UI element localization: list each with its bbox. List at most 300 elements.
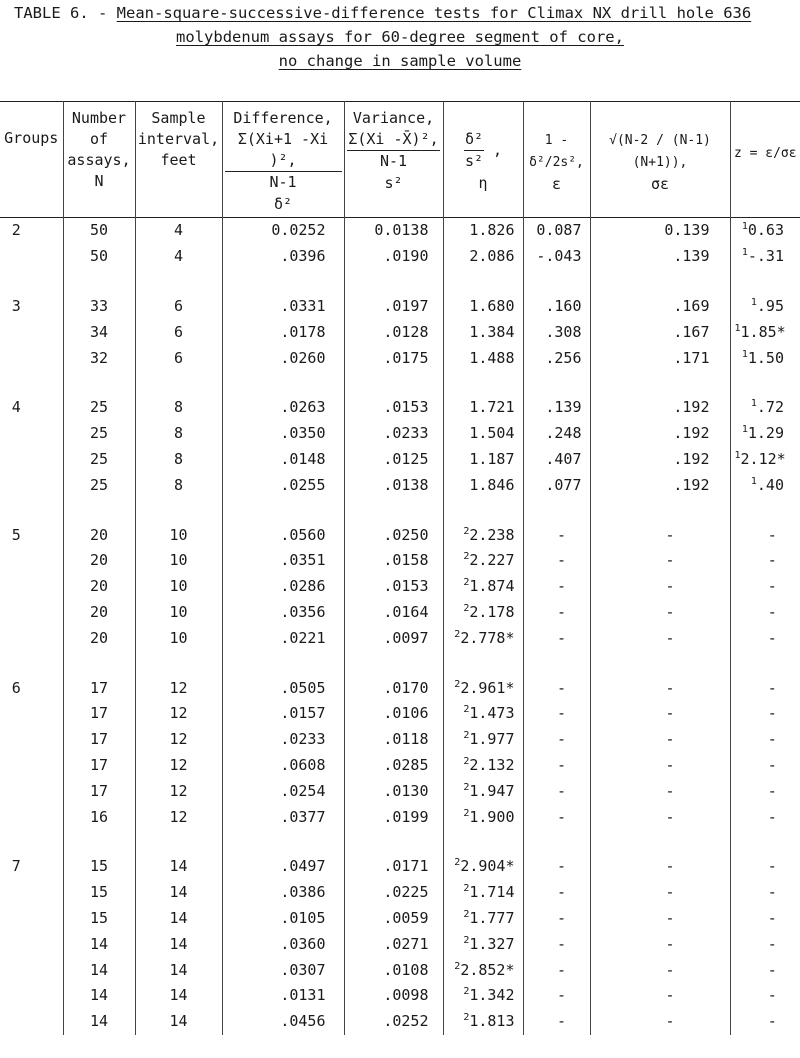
- group-cell: [0, 574, 63, 600]
- assays-cell-value: 17: [89, 755, 109, 774]
- sigma-cell: [590, 472, 730, 498]
- epsilon-cell: [523, 778, 590, 804]
- difference-cell: [222, 1009, 344, 1035]
- z-cell: [730, 218, 800, 244]
- footnote-marker: 2: [463, 781, 470, 793]
- difference-cell-value: .0386: [280, 883, 326, 902]
- variance-cell-value: .0175: [383, 348, 429, 367]
- assays-cell-value: 20: [89, 602, 109, 621]
- header-epsilon: 1 - δ²/2s², ε: [523, 102, 590, 218]
- interval-cell: [135, 218, 222, 244]
- epsilon-cell: [523, 294, 590, 320]
- assays-cell: [63, 701, 135, 727]
- epsilon-cell: [523, 395, 590, 421]
- assays-cell-value: 14: [89, 1012, 109, 1031]
- difference-cell-value: .0221: [280, 628, 326, 647]
- eta-cell-value: 1.846: [469, 475, 515, 494]
- assays-cell: [63, 244, 135, 270]
- z-cell: [730, 906, 800, 932]
- variance-cell-value: .0106: [383, 704, 429, 723]
- eta-cell: [443, 522, 523, 548]
- section-spacer: [0, 830, 800, 854]
- epsilon-cell: [523, 447, 590, 473]
- interval-cell-value: 8: [173, 424, 184, 443]
- assays-cell-value: 20: [89, 577, 109, 596]
- sigma-cell-value: .169: [673, 296, 710, 315]
- variance-cell: [344, 522, 443, 548]
- sigma-cell-value: 0.139: [664, 221, 710, 240]
- epsilon-cell-value: -: [556, 883, 567, 902]
- spacer-cell: [344, 830, 443, 854]
- epsilon-cell: [523, 880, 590, 906]
- eta-cell: [443, 701, 523, 727]
- interval-cell: [135, 548, 222, 574]
- spacer-cell: [0, 371, 63, 395]
- spacer-cell: [730, 830, 800, 854]
- spacer-cell: [0, 830, 63, 854]
- group-cell: [0, 1009, 63, 1035]
- assays-cell-value: 50: [89, 221, 109, 240]
- variance-cell: [344, 931, 443, 957]
- eta-cell-value: 1.721: [469, 398, 515, 417]
- group-cell: [0, 983, 63, 1009]
- data-table: [0, 101, 800, 1035]
- spacer-cell: [523, 651, 590, 675]
- section-spacer: [0, 651, 800, 675]
- table-row: [0, 625, 800, 651]
- variance-cell-value: .0125: [383, 449, 429, 468]
- difference-cell: [222, 983, 344, 1009]
- epsilon-cell-value: .248: [545, 424, 582, 443]
- difference-cell: [222, 421, 344, 447]
- epsilon-cell-value: .077: [545, 475, 582, 494]
- interval-cell-value: 12: [169, 807, 188, 826]
- epsilon-cell: [523, 548, 590, 574]
- variance-cell: [344, 957, 443, 983]
- header-variance: Variance, $\frac{\text{Σ(Xi -X̄)²,}}{N-1}$ s²: [344, 102, 443, 218]
- sigma-cell-value: -: [665, 781, 675, 800]
- sigma-cell: [590, 804, 730, 830]
- sigma-cell: [590, 447, 730, 473]
- group-cell: [0, 906, 63, 932]
- eta-cell-value: 1.813: [469, 1012, 515, 1031]
- group-cell: [0, 218, 63, 244]
- epsilon-cell: [523, 319, 590, 345]
- z-cell: [730, 319, 800, 345]
- variance-cell-value: .0285: [383, 755, 429, 774]
- sigma-cell-value: -: [665, 883, 675, 902]
- assays-cell-value: 20: [89, 628, 109, 647]
- difference-cell-value: .0351: [280, 551, 326, 570]
- table-row: [0, 600, 800, 626]
- z-cell-value: -: [767, 934, 777, 953]
- group-cell: [0, 395, 63, 421]
- spacer-cell: [222, 830, 344, 854]
- difference-cell: [222, 727, 344, 753]
- interval-cell-value: 12: [169, 781, 188, 800]
- z-cell-value: .40: [756, 475, 784, 494]
- title-line-1: [14, 2, 751, 24]
- table-row: [0, 522, 800, 548]
- header-z: z = ε/σε: [730, 102, 800, 218]
- z-cell-value: .95: [756, 296, 784, 315]
- variance-cell: [344, 421, 443, 447]
- group-value: 6: [11, 678, 21, 697]
- variance-cell: [344, 804, 443, 830]
- epsilon-cell: [523, 600, 590, 626]
- epsilon-cell-value: -: [556, 934, 567, 953]
- sigma-cell-value: -: [665, 678, 675, 697]
- table-row: [0, 778, 800, 804]
- difference-cell-value: .0148: [280, 449, 326, 468]
- spacer-cell: [730, 651, 800, 675]
- variance-cell: [344, 753, 443, 779]
- z-cell: [730, 600, 800, 626]
- epsilon-cell-value: -: [556, 986, 567, 1005]
- z-cell: [730, 957, 800, 983]
- spacer-cell: [63, 270, 135, 294]
- interval-cell: [135, 983, 222, 1009]
- sigma-cell-value: -: [665, 730, 675, 749]
- interval-cell-value: 14: [169, 857, 188, 876]
- assays-cell: [63, 906, 135, 932]
- z-cell: [730, 880, 800, 906]
- footnote-marker: 1: [750, 475, 757, 487]
- difference-cell: [222, 447, 344, 473]
- interval-cell: [135, 727, 222, 753]
- interval-cell: [135, 931, 222, 957]
- section-spacer: [0, 270, 800, 294]
- eta-cell: [443, 345, 523, 371]
- interval-cell: [135, 957, 222, 983]
- assays-cell: [63, 395, 135, 421]
- difference-cell-value: .0286: [280, 577, 326, 596]
- group-value: 2: [11, 221, 21, 240]
- eta-cell: [443, 574, 523, 600]
- eta-cell: [443, 906, 523, 932]
- interval-cell: [135, 753, 222, 779]
- eta-cell-value: 1.342: [469, 986, 515, 1005]
- variance-cell: [344, 218, 443, 244]
- epsilon-cell: [523, 625, 590, 651]
- sigma-cell: [590, 522, 730, 548]
- group-cell: [0, 319, 63, 345]
- eta-cell: [443, 319, 523, 345]
- sigma-cell: [590, 548, 730, 574]
- sigma-cell-value: -: [665, 1012, 675, 1031]
- assays-cell: [63, 218, 135, 244]
- title-prefix: TABLE 6. -: [14, 4, 117, 22]
- spacer-cell: [590, 498, 730, 522]
- interval-cell: [135, 447, 222, 473]
- spacer-cell: [0, 270, 63, 294]
- interval-cell: [135, 778, 222, 804]
- spacer-cell: [344, 371, 443, 395]
- assays-cell-value: 25: [89, 424, 109, 443]
- epsilon-cell-value: -: [556, 755, 567, 774]
- z-cell-value: 1.29: [747, 424, 784, 443]
- assays-cell: [63, 957, 135, 983]
- interval-cell: [135, 345, 222, 371]
- assays-cell: [63, 854, 135, 880]
- variance-cell: [344, 854, 443, 880]
- sigma-cell: [590, 244, 730, 270]
- epsilon-cell-value: .407: [545, 449, 582, 468]
- difference-cell-value: .0497: [280, 857, 326, 876]
- sigma-cell: [590, 880, 730, 906]
- spacer-cell: [63, 498, 135, 522]
- z-cell: [730, 294, 800, 320]
- interval-cell-value: 14: [169, 883, 188, 902]
- z-cell-value: -: [767, 857, 777, 876]
- title-text-3: no change in sample volume: [278, 52, 522, 70]
- difference-cell: [222, 854, 344, 880]
- header-difference: Difference, $\frac{\text{Σ(Xi+1 -Xi )²,}}{N-1}$ δ²: [222, 102, 344, 218]
- variance-cell: [344, 1009, 443, 1035]
- eta-cell-value: 2.778*: [460, 628, 515, 647]
- footnote-marker: 1: [750, 296, 757, 308]
- spacer-cell: [222, 270, 344, 294]
- eta-cell: [443, 727, 523, 753]
- group-cell: [0, 625, 63, 651]
- difference-cell: [222, 600, 344, 626]
- difference-cell: [222, 675, 344, 701]
- epsilon-cell: [523, 1009, 590, 1035]
- group-value: 5: [11, 525, 21, 544]
- group-cell: [0, 778, 63, 804]
- group-cell: [0, 345, 63, 371]
- footnote-marker: 1: [741, 424, 748, 436]
- group-cell: [0, 727, 63, 753]
- interval-cell-value: 6: [173, 322, 184, 341]
- z-cell-value: -: [767, 577, 777, 596]
- difference-cell-value: .0307: [280, 960, 326, 979]
- variance-cell: [344, 906, 443, 932]
- sigma-cell-value: .192: [673, 449, 710, 468]
- spacer-cell: [0, 498, 63, 522]
- spacer-cell: [590, 270, 730, 294]
- sigma-cell-value: -: [665, 934, 675, 953]
- interval-cell: [135, 244, 222, 270]
- epsilon-cell: [523, 472, 590, 498]
- spacer-cell: [443, 371, 523, 395]
- group-cell: [0, 957, 63, 983]
- sigma-cell: [590, 753, 730, 779]
- sigma-cell-value: .192: [673, 475, 710, 494]
- eta-cell: [443, 675, 523, 701]
- spacer-cell: [443, 270, 523, 294]
- spacer-cell: [730, 270, 800, 294]
- difference-cell-value: .0254: [280, 781, 326, 800]
- title-line-3: [0, 50, 800, 72]
- group-cell: [0, 244, 63, 270]
- eta-cell: [443, 244, 523, 270]
- sigma-cell-value: -: [665, 807, 675, 826]
- eta-cell-value: 2.852*: [460, 960, 515, 979]
- interval-cell: [135, 395, 222, 421]
- table-row: [0, 244, 800, 270]
- sigma-cell-value: -: [665, 551, 675, 570]
- z-cell: [730, 778, 800, 804]
- variance-cell: [344, 625, 443, 651]
- difference-cell-value: .0260: [280, 348, 326, 367]
- interval-cell-value: 4: [173, 247, 184, 266]
- assays-cell-value: 14: [89, 934, 109, 953]
- epsilon-cell-value: -: [556, 730, 567, 749]
- footnote-marker: 2: [463, 525, 470, 537]
- interval-cell: [135, 701, 222, 727]
- epsilon-cell: [523, 983, 590, 1009]
- assays-cell: [63, 804, 135, 830]
- table-row: [0, 574, 800, 600]
- epsilon-cell: [523, 345, 590, 371]
- table-row: [0, 854, 800, 880]
- interval-cell: [135, 522, 222, 548]
- variance-cell-value: .0059: [383, 908, 429, 927]
- spacer-cell: [730, 371, 800, 395]
- variance-cell-value: .0118: [383, 730, 429, 749]
- interval-cell: [135, 906, 222, 932]
- table-row: [0, 804, 800, 830]
- difference-cell: [222, 753, 344, 779]
- group-value: 4: [11, 398, 21, 417]
- z-cell: [730, 522, 800, 548]
- assays-cell: [63, 574, 135, 600]
- section-spacer: [0, 371, 800, 395]
- assays-cell-value: 17: [89, 704, 109, 723]
- interval-cell: [135, 880, 222, 906]
- difference-cell-value: .0263: [280, 398, 326, 417]
- difference-cell: [222, 548, 344, 574]
- eta-cell-value: 1.874: [469, 577, 515, 596]
- spacer-cell: [222, 498, 344, 522]
- variance-cell-value: .0199: [383, 807, 429, 826]
- footnote-marker: 2: [463, 934, 470, 946]
- interval-cell-value: 8: [173, 475, 184, 494]
- variance-cell-value: .0108: [383, 960, 429, 979]
- eta-cell-value: 1.327: [469, 934, 515, 953]
- sigma-cell: [590, 1009, 730, 1035]
- interval-cell-value: 14: [169, 908, 188, 927]
- z-cell-value: 1.50: [747, 348, 784, 367]
- variance-cell: [344, 574, 443, 600]
- table-row: [0, 345, 800, 371]
- assays-cell: [63, 472, 135, 498]
- eta-cell-value: 1.384: [469, 322, 515, 341]
- variance-cell: [344, 548, 443, 574]
- table-row: [0, 218, 800, 244]
- assays-cell-value: 33: [89, 296, 109, 315]
- interval-cell-value: 10: [169, 551, 188, 570]
- sigma-cell-value: -: [665, 704, 675, 723]
- header-groups: Groups: [4, 129, 59, 147]
- difference-cell: [222, 345, 344, 371]
- assays-cell: [63, 983, 135, 1009]
- variance-cell-value: .0098: [383, 986, 429, 1005]
- group-cell: [0, 701, 63, 727]
- sigma-cell-value: -: [665, 986, 675, 1005]
- spacer-cell: [135, 830, 222, 854]
- interval-cell-value: 14: [169, 934, 188, 953]
- table-row: [0, 294, 800, 320]
- z-cell-value: -: [767, 1012, 777, 1031]
- interval-cell: [135, 319, 222, 345]
- assays-cell-value: 17: [89, 781, 109, 800]
- z-cell: [730, 753, 800, 779]
- header-interval: Sample interval, feet: [135, 102, 222, 218]
- spacer-cell: [443, 830, 523, 854]
- epsilon-cell-value: -: [556, 551, 567, 570]
- epsilon-cell: [523, 957, 590, 983]
- assays-cell: [63, 345, 135, 371]
- footnote-marker: 2: [463, 1012, 470, 1024]
- z-cell: [730, 447, 800, 473]
- epsilon-cell: [523, 675, 590, 701]
- difference-cell-value: .0360: [280, 934, 326, 953]
- table-row: [0, 548, 800, 574]
- assays-cell-value: 17: [89, 678, 109, 697]
- spacer-cell: [590, 830, 730, 854]
- epsilon-cell-value: .256: [545, 348, 582, 367]
- variance-cell-value: .0190: [383, 247, 429, 266]
- sigma-cell-value: .171: [673, 348, 710, 367]
- sigma-cell: [590, 675, 730, 701]
- difference-cell-value: .0350: [280, 424, 326, 443]
- difference-cell-value: .0560: [280, 525, 326, 544]
- eta-cell-value: 1.900: [469, 807, 515, 826]
- interval-cell-value: 12: [169, 755, 188, 774]
- z-cell-value: .72: [756, 398, 784, 417]
- epsilon-cell: [523, 244, 590, 270]
- z-cell: [730, 1009, 800, 1035]
- interval-cell-value: 14: [169, 960, 188, 979]
- variance-cell: [344, 727, 443, 753]
- sigma-cell: [590, 701, 730, 727]
- table-body: [0, 218, 800, 1035]
- z-cell-value: -: [767, 908, 777, 927]
- z-cell-value: -: [767, 678, 777, 697]
- epsilon-cell-value: .160: [545, 296, 582, 315]
- footnote-marker: 2: [454, 628, 461, 640]
- variance-cell: [344, 447, 443, 473]
- difference-cell: [222, 625, 344, 651]
- assays-cell-value: 17: [89, 730, 109, 749]
- interval-cell-value: 8: [173, 398, 184, 417]
- eta-cell: [443, 854, 523, 880]
- z-cell: [730, 625, 800, 651]
- epsilon-cell-value: -: [556, 602, 567, 621]
- table-row: [0, 753, 800, 779]
- table-title: [0, 0, 800, 80]
- group-cell: [0, 421, 63, 447]
- interval-cell-value: 14: [169, 1012, 188, 1031]
- difference-cell: [222, 574, 344, 600]
- table-row: [0, 319, 800, 345]
- footnote-marker: 2: [454, 857, 461, 869]
- epsilon-cell-value: -: [556, 577, 567, 596]
- spacer-cell: [63, 371, 135, 395]
- assays-cell: [63, 600, 135, 626]
- variance-cell: [344, 600, 443, 626]
- difference-cell: [222, 880, 344, 906]
- assays-cell-value: 15: [89, 883, 109, 902]
- footnote-marker: 2: [463, 986, 470, 998]
- eta-cell: [443, 548, 523, 574]
- difference-cell: [222, 395, 344, 421]
- variance-cell: [344, 319, 443, 345]
- table-row: [0, 675, 800, 701]
- eta-cell-value: 2.132: [469, 755, 515, 774]
